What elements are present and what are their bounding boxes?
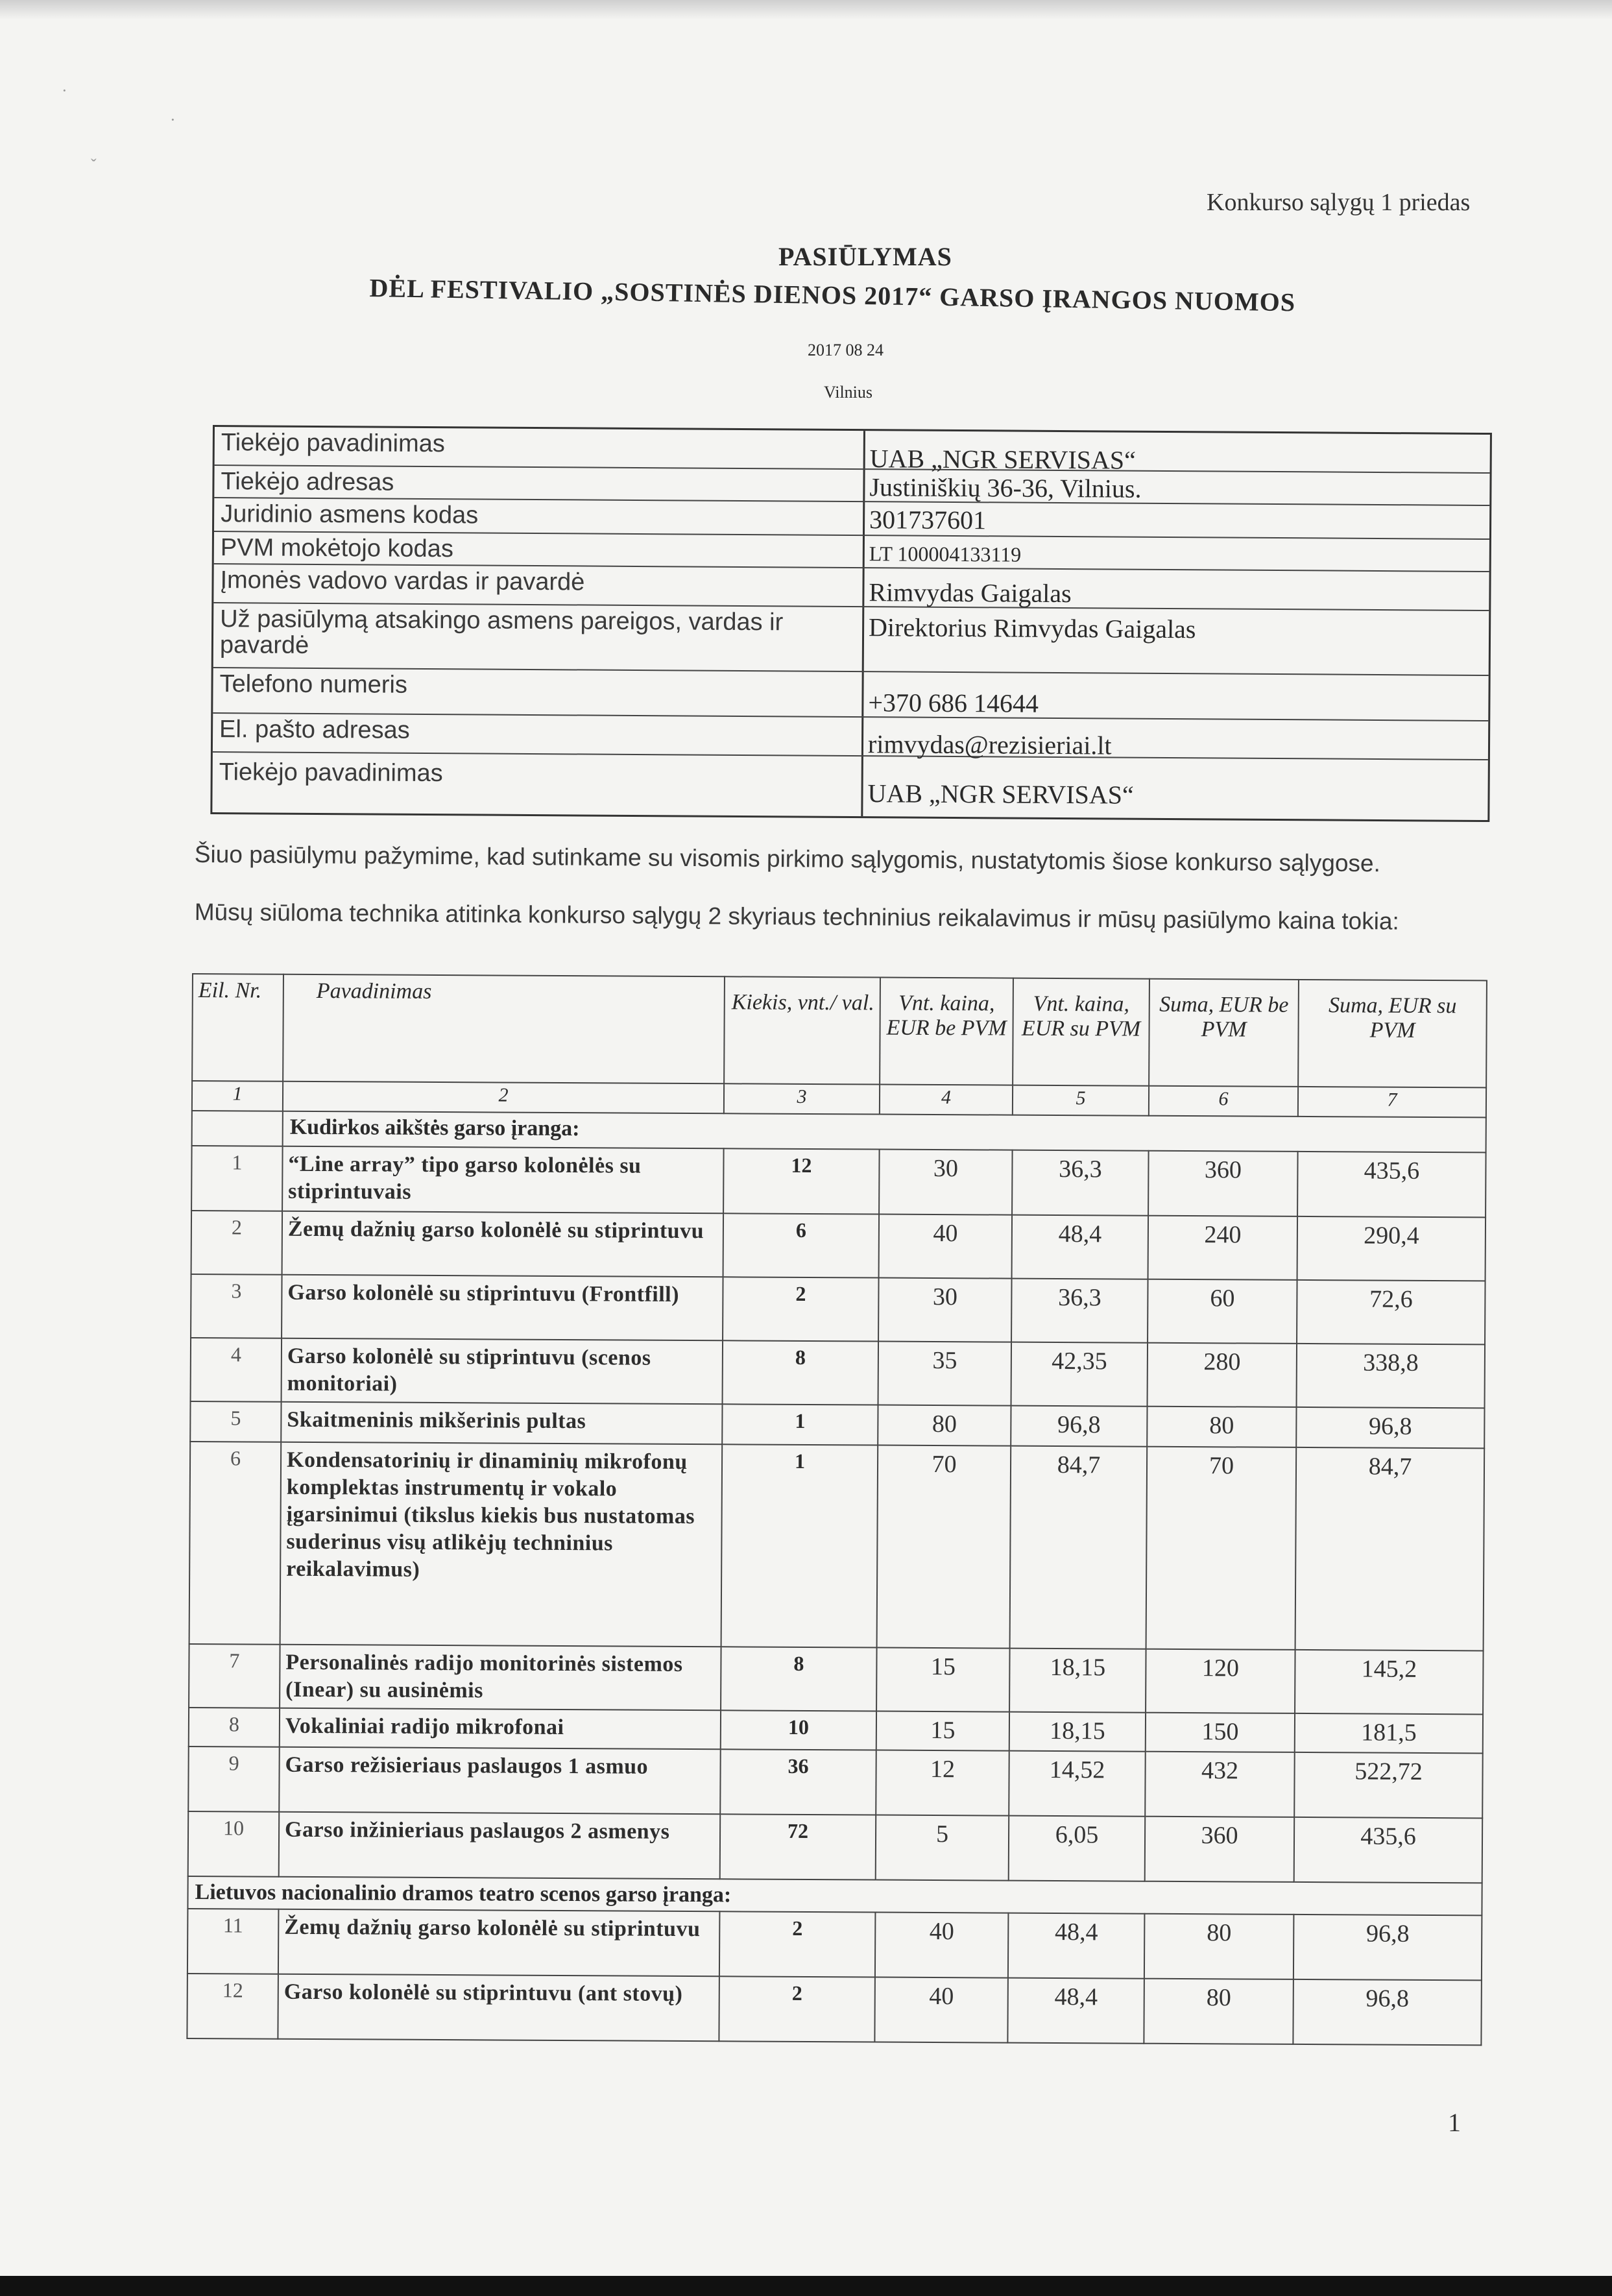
row-qty: 1	[721, 1444, 878, 1647]
row-name: Žemų dažnių garso kolonėlė su stiprintuvu	[278, 1909, 720, 1977]
header-sum-ex-vat: Suma, EUR be PVM	[1149, 979, 1299, 1087]
agreement-statement: Šiuo pasiūlymu pažymime, kad sutinkame su visomis pirkimo sąlygomis, nustatytomis šiose konkurso sąlygose.	[194, 841, 1381, 877]
table-row	[187, 1974, 1481, 2045]
table-row	[189, 1708, 1483, 1753]
table-row	[190, 1401, 1484, 1448]
column-number: 5	[1013, 1085, 1149, 1116]
row-unit-inc: 36,3	[1011, 1279, 1148, 1343]
info-value: 301737601	[869, 505, 987, 535]
row-unit-ex: 12	[876, 1750, 1009, 1816]
column-number: 2	[283, 1082, 724, 1114]
scan-speck: ˇ	[91, 156, 97, 175]
row-unit-ex: 80	[878, 1405, 1011, 1446]
price-header-row	[192, 974, 1487, 1087]
column-number: 1	[192, 1081, 283, 1111]
table-row	[191, 1274, 1485, 1344]
row-name: Kondensatorinių ir dinaminių mikrofonų komplektas instrumentų ir vokalo įgarsinimui (tikslus kiekis bus nustatomas suderinus visų atlikėjų techninius reikalavimus)	[280, 1442, 723, 1647]
header-nr: Eil. Nr.	[192, 974, 283, 1082]
supplier-info-table	[210, 425, 1492, 822]
header-name: Pavadinimas	[283, 974, 725, 1084]
scan-bottom-edge	[0, 2276, 1612, 2296]
row-qty: 10	[721, 1710, 876, 1750]
row-qty: 2	[719, 1911, 876, 1977]
info-value: UAB „NGR SERVISAS“	[869, 444, 1136, 475]
row-nr: 12	[187, 1974, 278, 2039]
scan-speck: ·	[62, 81, 67, 100]
column-number: 7	[1298, 1087, 1486, 1118]
info-label: Juridinio asmens kodas	[221, 500, 479, 529]
info-value: UAB „NGR SERVISAS“	[867, 779, 1134, 810]
row-name: Garso kolonėlė su stiprintuvu (ant stovų)	[278, 1974, 719, 2042]
row-name: Vokaliniai radijo mikrofonai	[280, 1708, 721, 1750]
row-name: Garso kolonėlė su stiprintuvu (Frontfill)	[282, 1275, 723, 1341]
row-unit-inc: 36,3	[1012, 1150, 1149, 1216]
table-row	[188, 1746, 1482, 1818]
info-label: PVM mokėtojo kodas	[220, 534, 454, 563]
row-sum-inc: 435,6	[1297, 1152, 1486, 1218]
row-qty: 6	[723, 1213, 880, 1277]
row-nr: 5	[190, 1401, 281, 1442]
row-name: Garso režisieriaus paslaugos 1 asmuo	[279, 1747, 721, 1815]
header-unit-ex-vat: Vnt. kaina, EUR be PVM	[880, 978, 1013, 1085]
row-unit-ex: 70	[877, 1445, 1011, 1649]
row-name: “Line array” tipo garso kolonėlės su stiprintuvais	[282, 1146, 724, 1214]
row-sum-inc: 96,8	[1293, 1979, 1482, 2046]
scan-speck: ·	[170, 110, 176, 129]
document-city: Vilnius	[824, 383, 873, 402]
row-sum-ex: 240	[1148, 1216, 1298, 1280]
row-nr: 9	[188, 1746, 280, 1812]
row-name: Žemų dažnių garso kolonėlė su stiprintuvu	[282, 1211, 724, 1277]
row-nr: 2	[191, 1211, 283, 1275]
row-nr: 3	[191, 1274, 282, 1338]
page-number: 1	[1448, 2108, 1461, 2137]
row-nr: 10	[188, 1811, 280, 1877]
row-unit-ex: 35	[878, 1342, 1012, 1406]
info-value: Rimvydas Gaigalas	[869, 577, 1072, 609]
table-row	[187, 1909, 1482, 1980]
info-label: Už pasiūlymą atsakingo asmens pareigos, vardas ir pavardė	[219, 605, 784, 659]
row-unit-inc: 48,4	[1012, 1215, 1149, 1279]
table-row	[188, 1811, 1482, 1883]
column-number: 4	[880, 1085, 1013, 1115]
info-value: LT 100004133119	[869, 542, 1022, 566]
row-qty: 12	[723, 1148, 880, 1214]
row-qty: 8	[723, 1340, 879, 1405]
row-sum-inc: 290,4	[1297, 1216, 1486, 1281]
document-title: PASIŪLYMAS	[778, 242, 952, 271]
row-name: Skaitmeninis mikšerinis pultas	[281, 1402, 722, 1445]
annex-label: Konkurso sąlygų 1 priedas	[1207, 189, 1471, 216]
document-subtitle: DĖL FESTIVALIO „SOSTINĖS DIENOS 2017“ GARSO ĮRANGOS NUOMOS	[369, 272, 1296, 317]
row-unit-ex: 40	[879, 1214, 1013, 1279]
table-row	[191, 1211, 1486, 1281]
info-value: rimvydas@rezisieriai.lt	[867, 729, 1112, 760]
info-row	[213, 668, 1488, 721]
row-unit-inc: 14,52	[1009, 1751, 1146, 1817]
row-nr: 6	[189, 1442, 282, 1645]
row-unit-inc: 42,35	[1011, 1342, 1148, 1407]
row-nr: 1	[191, 1146, 283, 1211]
row-nr: 4	[191, 1338, 282, 1402]
info-label: Telefono numeris	[219, 670, 408, 699]
info-label: Tiekėjo pavadinimas	[221, 429, 445, 458]
table-row	[191, 1338, 1485, 1408]
table-row	[189, 1644, 1483, 1714]
section-title: Kudirkos aikštės garso įranga:	[283, 1111, 1486, 1153]
row-sum-inc: 522,72	[1294, 1752, 1483, 1819]
row-unit-inc: 18,15	[1009, 1649, 1146, 1713]
price-table	[186, 973, 1487, 2046]
row-sum-ex: 120	[1146, 1649, 1295, 1713]
row-nr: 7	[189, 1644, 280, 1708]
row-sum-ex: 80	[1147, 1407, 1296, 1447]
row-unit-inc: 48,4	[1008, 1913, 1145, 1979]
row-sum-ex: 80	[1144, 1914, 1294, 1979]
row-qty: 2	[719, 1976, 875, 2042]
row-qty: 2	[723, 1277, 879, 1341]
row-unit-inc: 48,4	[1007, 1978, 1144, 2044]
column-number: 6	[1149, 1086, 1298, 1117]
scan-top-shadow	[0, 0, 1612, 19]
info-label: El. pašto adresas	[219, 716, 410, 744]
row-unit-ex: 15	[876, 1711, 1009, 1751]
info-value: +370 686 14644	[868, 688, 1039, 718]
info-label: Tiekėjo pavadinimas	[219, 758, 443, 788]
row-sum-inc: 96,8	[1296, 1407, 1484, 1449]
row-unit-ex: 40	[875, 1913, 1009, 1978]
table-row	[191, 1146, 1486, 1217]
row-nr: 8	[189, 1708, 280, 1747]
row-sum-inc: 338,8	[1297, 1344, 1486, 1408]
row-sum-inc: 84,7	[1295, 1447, 1485, 1651]
row-qty: 8	[721, 1647, 877, 1711]
row-unit-inc: 84,7	[1010, 1446, 1148, 1649]
header-unit-inc-vat: Vnt. kaina, EUR su PVM	[1013, 978, 1149, 1086]
row-unit-ex: 30	[878, 1278, 1012, 1342]
row-qty: 72	[720, 1814, 876, 1879]
row-unit-ex: 5	[876, 1815, 1009, 1881]
row-qty: 1	[722, 1404, 878, 1445]
row-sum-ex: 60	[1148, 1279, 1297, 1344]
row-sum-inc: 96,8	[1293, 1915, 1482, 1981]
row-unit-ex: 40	[874, 1977, 1008, 2043]
header-sum-inc-vat: Suma, EUR su PVM	[1298, 980, 1487, 1088]
header-qty: Kiekis, vnt./ val.	[724, 976, 880, 1084]
row-sum-ex: 432	[1145, 1752, 1295, 1817]
info-row	[212, 753, 1488, 820]
row-name: Garso inžinieriaus paslaugos 2 asmenys	[279, 1812, 721, 1879]
row-qty: 36	[720, 1749, 876, 1815]
row-name: Garso kolonėlė su stiprintuvu (scenos monitoriai)	[282, 1338, 723, 1405]
row-sum-ex: 280	[1148, 1343, 1297, 1407]
row-nr: 11	[187, 1909, 279, 1974]
row-unit-inc: 96,8	[1011, 1406, 1147, 1447]
row-sum-ex: 360	[1145, 1817, 1295, 1882]
row-name: Personalinės radijo monitorinės sistemos (Inear) su ausinėmis	[280, 1645, 721, 1711]
price-intro-statement: Mūsų siūloma technika atitinka konkurso sąlygų 2 skyriaus techninius reikalavimus ir mūsų pasiūlymo kaina tokia:	[194, 899, 1399, 935]
section-title: Lietuvos nacionalinio dramos teatro scenos garso įranga:	[187, 1876, 1482, 1915]
row-unit-ex: 15	[876, 1648, 1010, 1712]
info-value: Justiniškių 36-36, Vilnius.	[869, 472, 1142, 503]
info-label: Įmonės vadovo vardas ir pavardė	[220, 566, 585, 596]
info-label: Tiekėjo adresas	[221, 468, 394, 496]
row-sum-ex: 80	[1144, 1979, 1293, 2044]
row-unit-inc: 6,05	[1009, 1816, 1146, 1881]
row-sum-ex: 70	[1146, 1447, 1297, 1650]
row-sum-inc: 435,6	[1294, 1817, 1483, 1883]
row-sum-inc: 72,6	[1297, 1280, 1486, 1345]
document-date: 2017 08 24	[808, 341, 884, 359]
info-row	[213, 603, 1489, 676]
row-sum-inc: 181,5	[1295, 1713, 1483, 1754]
column-number: 3	[724, 1083, 880, 1114]
row-sum-ex: 150	[1146, 1713, 1295, 1752]
info-value: Direktorius Rimvydas Gaigalas	[868, 612, 1196, 644]
row-sum-ex: 360	[1148, 1151, 1298, 1216]
row-unit-inc: 18,15	[1009, 1712, 1146, 1752]
table-row	[189, 1442, 1485, 1650]
row-sum-inc: 145,2	[1295, 1650, 1484, 1715]
row-unit-ex: 30	[879, 1150, 1013, 1215]
